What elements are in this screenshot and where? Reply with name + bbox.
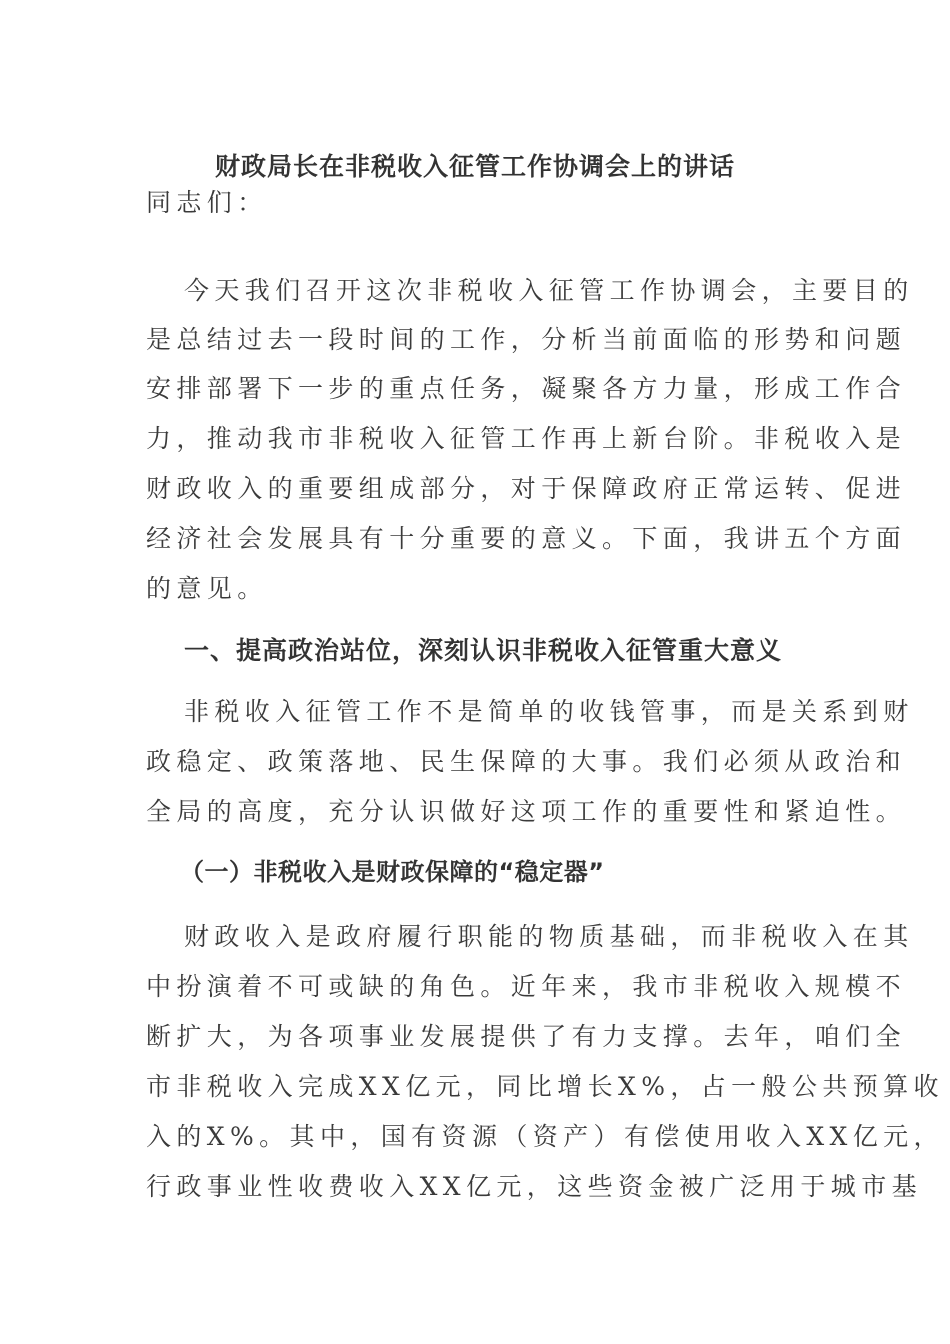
section-line: 全局的高度，充分认识做好这项工作的重要性和紧迫性。 bbox=[146, 797, 907, 826]
section-heading: 一、提高政治站位，深刻认识非税收入征管重大意义 bbox=[184, 636, 783, 665]
subsection-line: 断扩大，为各项事业发展提供了有力支撑。去年，咱们全 bbox=[146, 1022, 907, 1051]
intro-line: 安排部署下一步的重点任务，凝聚各方力量，形成工作合 bbox=[146, 374, 907, 403]
intro-line: 的意见。 bbox=[146, 574, 268, 603]
subsection-line: 中扮演着不可或缺的角色。近年来，我市非税收入规模不 bbox=[146, 972, 907, 1001]
salutation: 同志们： bbox=[146, 188, 268, 217]
intro-line: 是总结过去一段时间的工作，分析当前面临的形势和问题 bbox=[146, 325, 907, 354]
section-line: 非税收入征管工作不是简单的收钱管事，而是关系到财 bbox=[184, 697, 914, 726]
intro-line: 力，推动我市非税收入征管工作再上新台阶。非税收入是 bbox=[146, 424, 907, 453]
document-title: 财政局长在非税收入征管工作协调会上的讲话 bbox=[214, 152, 735, 181]
intro-line: 经济社会发展具有十分重要的意义。下面，我讲五个方面 bbox=[146, 524, 907, 553]
subsection-line: 入的X%。其中，国有资源（资产）有偿使用收入XX亿元， bbox=[146, 1122, 944, 1151]
subsection-line: 财政收入是政府履行职能的物质基础，而非税收入在其 bbox=[184, 922, 914, 951]
section-line: 政稳定、政策落地、民生保障的大事。我们必须从政治和 bbox=[146, 747, 907, 776]
subsection-line: 行政事业性收费收入XX亿元，这些资金被广泛用于城市基 bbox=[146, 1172, 922, 1201]
intro-line: 今天我们召开这次非税收入征管工作协调会，主要目的 bbox=[184, 276, 914, 305]
subsection-line: 市非税收入完成XX亿元，同比增长X%，占一般公共预算收 bbox=[146, 1072, 944, 1101]
subsection-heading: （一）非税收入是财政保障的“稳定器” bbox=[180, 858, 605, 886]
intro-line: 财政收入的重要组成部分，对于保障政府正常运转、促进 bbox=[146, 474, 907, 503]
